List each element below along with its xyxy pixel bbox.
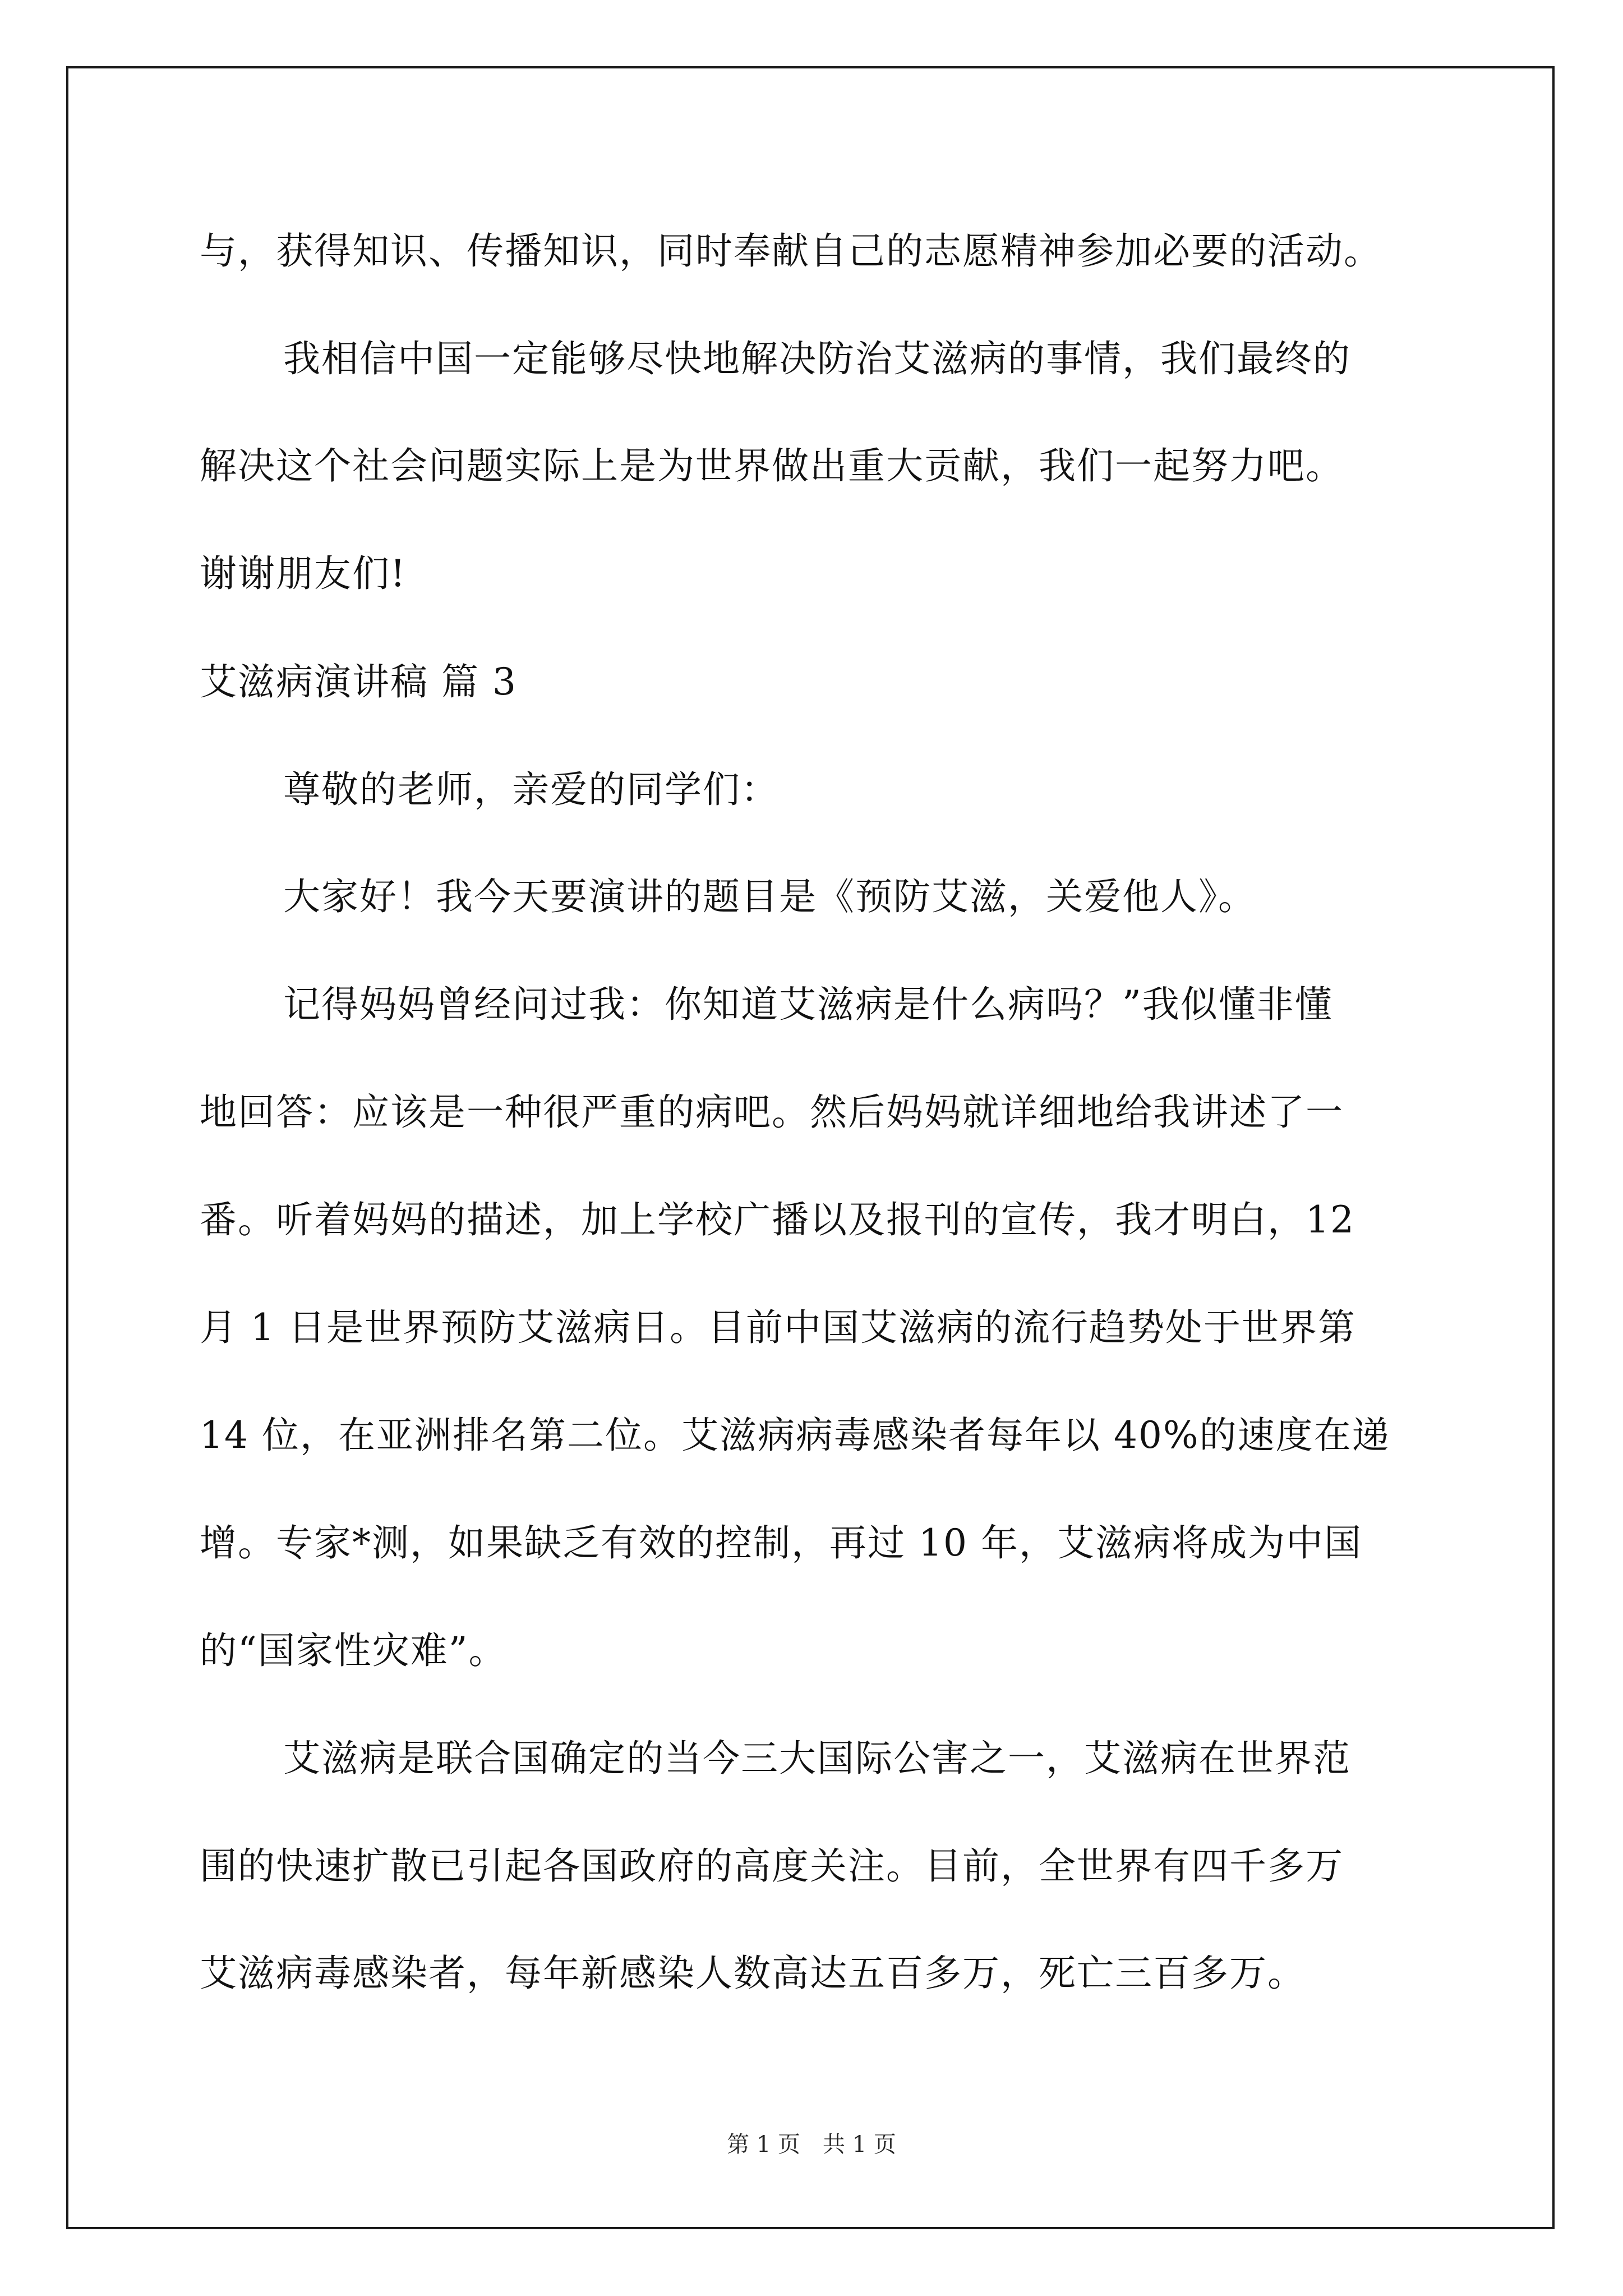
text-line: 艾滋病毒感染者，每年新感染人数高达五百多万，死亡三百多万。 xyxy=(200,1952,1306,1995)
text-line: 围的快速扩散已引起各国政府的高度关注。目前，全世界有四千多万 xyxy=(200,1844,1344,1888)
text-line: 14 位，在亚洲排名第二位。艾滋病病毒感染者每年以 40%的速度在递 xyxy=(200,1414,1390,1457)
text-line: 解决这个社会问题实际上是为世界做出重大贡献，我们一起努力吧。 xyxy=(200,444,1344,487)
section-heading: 艾滋病演讲稿 篇 3 xyxy=(200,660,517,703)
page-border xyxy=(66,66,1555,2229)
text-line: 与，获得知识、传播知识，同时奉献自己的志愿精神参加必要的活动。 xyxy=(200,229,1382,273)
text-line: 地回答：应该是一种很严重的病吧。然后妈妈就详细地给我讲述了一 xyxy=(200,1091,1344,1134)
text-line: 尊敬的老师，亲爱的同学们： xyxy=(283,768,779,811)
text-line: 番。听着妈妈的描述，加上学校广播以及报刊的宣传，我才明白，12 xyxy=(200,1198,1355,1241)
text-line: 谢谢朋友们! xyxy=(200,552,407,595)
text-line: 记得妈妈曾经问过我：你知道艾滋病是什么病吗？”我似懂非懂 xyxy=(283,983,1333,1026)
text-line: 的“国家性灾难”。 xyxy=(200,1629,507,1672)
text-line: 月 1 日是世界预防艾滋病日。目前中国艾滋病的流行趋势处于世界第 xyxy=(200,1306,1356,1349)
text-line: 艾滋病是联合国确定的当今三大国际公害之一，艾滋病在世界范 xyxy=(283,1737,1351,1780)
text-line: 增。专家*测，如果缺乏有效的控制，再过 10 年，艾滋病将成为中国 xyxy=(200,1521,1362,1565)
text-line: 我相信中国一定能够尽快地解决防治艾滋病的事情，我们最终的 xyxy=(283,337,1351,380)
page-number-footer: 第 1 页 共 1 页 xyxy=(727,2132,896,2157)
text-line: 大家好！我今天要演讲的题目是《预防艾滋，关爱他人》。 xyxy=(283,875,1256,918)
